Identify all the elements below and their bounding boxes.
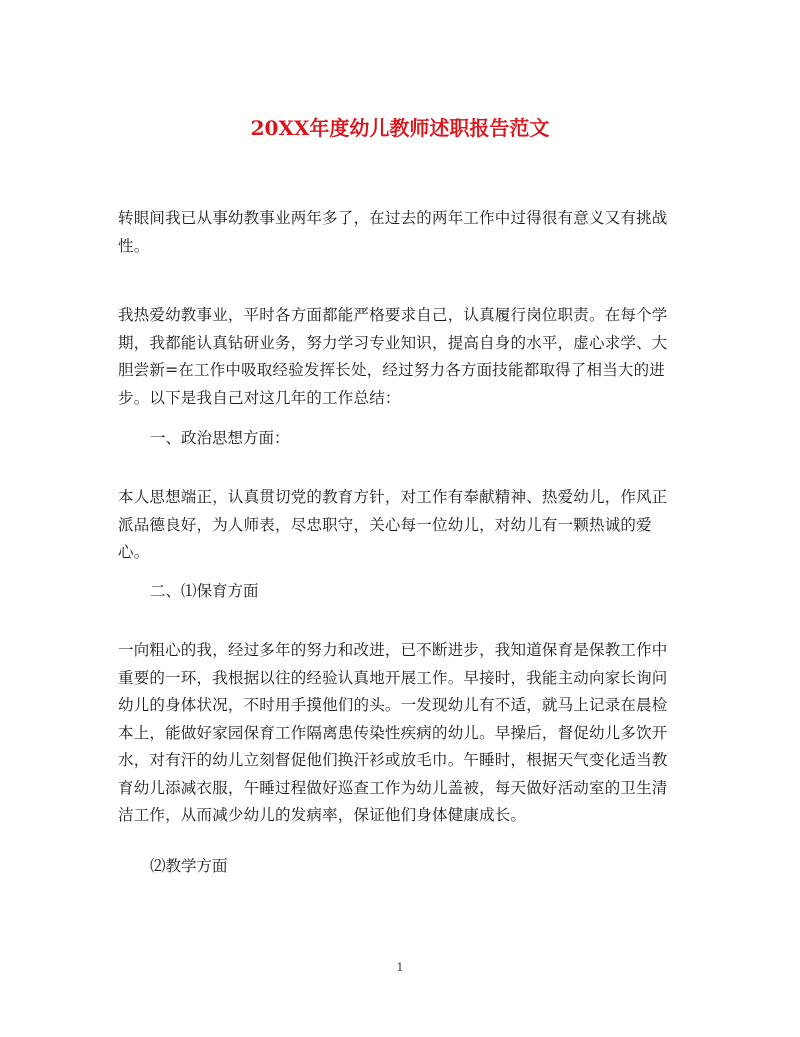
paragraph-intro: 转眼间我已从事幼教事业两年多了，在过去的两年工作中过得很有意义又有挑战性。 xyxy=(118,209,668,255)
document-title: 20XX年度幼儿教师述职报告范文 xyxy=(250,116,550,140)
paragraph-childcare: 一向粗心的我，经过多年的努力和改进，已不断进步，我知道保育是保教工作中重要的一环，我根据以往的经验认真地开展工作。早接时，我能主动向家长询问幼儿的身体状况，不时用手摸他们的头。一发现幼儿有不适，就马上记录在晨检本上，能做好家园保育工作隔离患传染性疾病的幼儿。早操后，督促幼儿多饮开水，对有汗的幼儿立刻督促他们换汗衫或放毛巾。午睡时，根据天气变化适当教育幼儿添减衣服，午睡过程做好巡查工作为幼儿盖被，每天做好活动室的卫生清洁工作，从而减少幼儿的发病率，保证他们身体健康成长。 xyxy=(118,641,668,824)
heading-teaching: ⑵教学方面 xyxy=(150,857,228,875)
heading-childcare: 二、⑴保育方面 xyxy=(150,582,259,600)
page-number: 1 xyxy=(396,961,404,974)
heading-political-thought: 一、政治思想方面： xyxy=(150,429,290,447)
paragraph-dedication: 我热爱幼教事业，平时各方面都能严格要求自己，认真履行岗位职责。在每个学期，我都能认真钻研业务，努力学习专业知识，提高自身的水平，虚心求学、大胆尝新=在工作中吸取经验发挥长处，经过努力各方面技能都取得了相当大的进步。以下是我自己对这几年的工作总结： xyxy=(118,306,668,407)
paragraph-political-thought: 本人思想端正，认真贯切党的教育方针，对工作有奉献精神、热爱幼儿，作风正派品德良好，为人师表，尽忠职守，关心每一位幼儿，对幼儿有一颗热诚的爱心。 xyxy=(118,488,668,561)
